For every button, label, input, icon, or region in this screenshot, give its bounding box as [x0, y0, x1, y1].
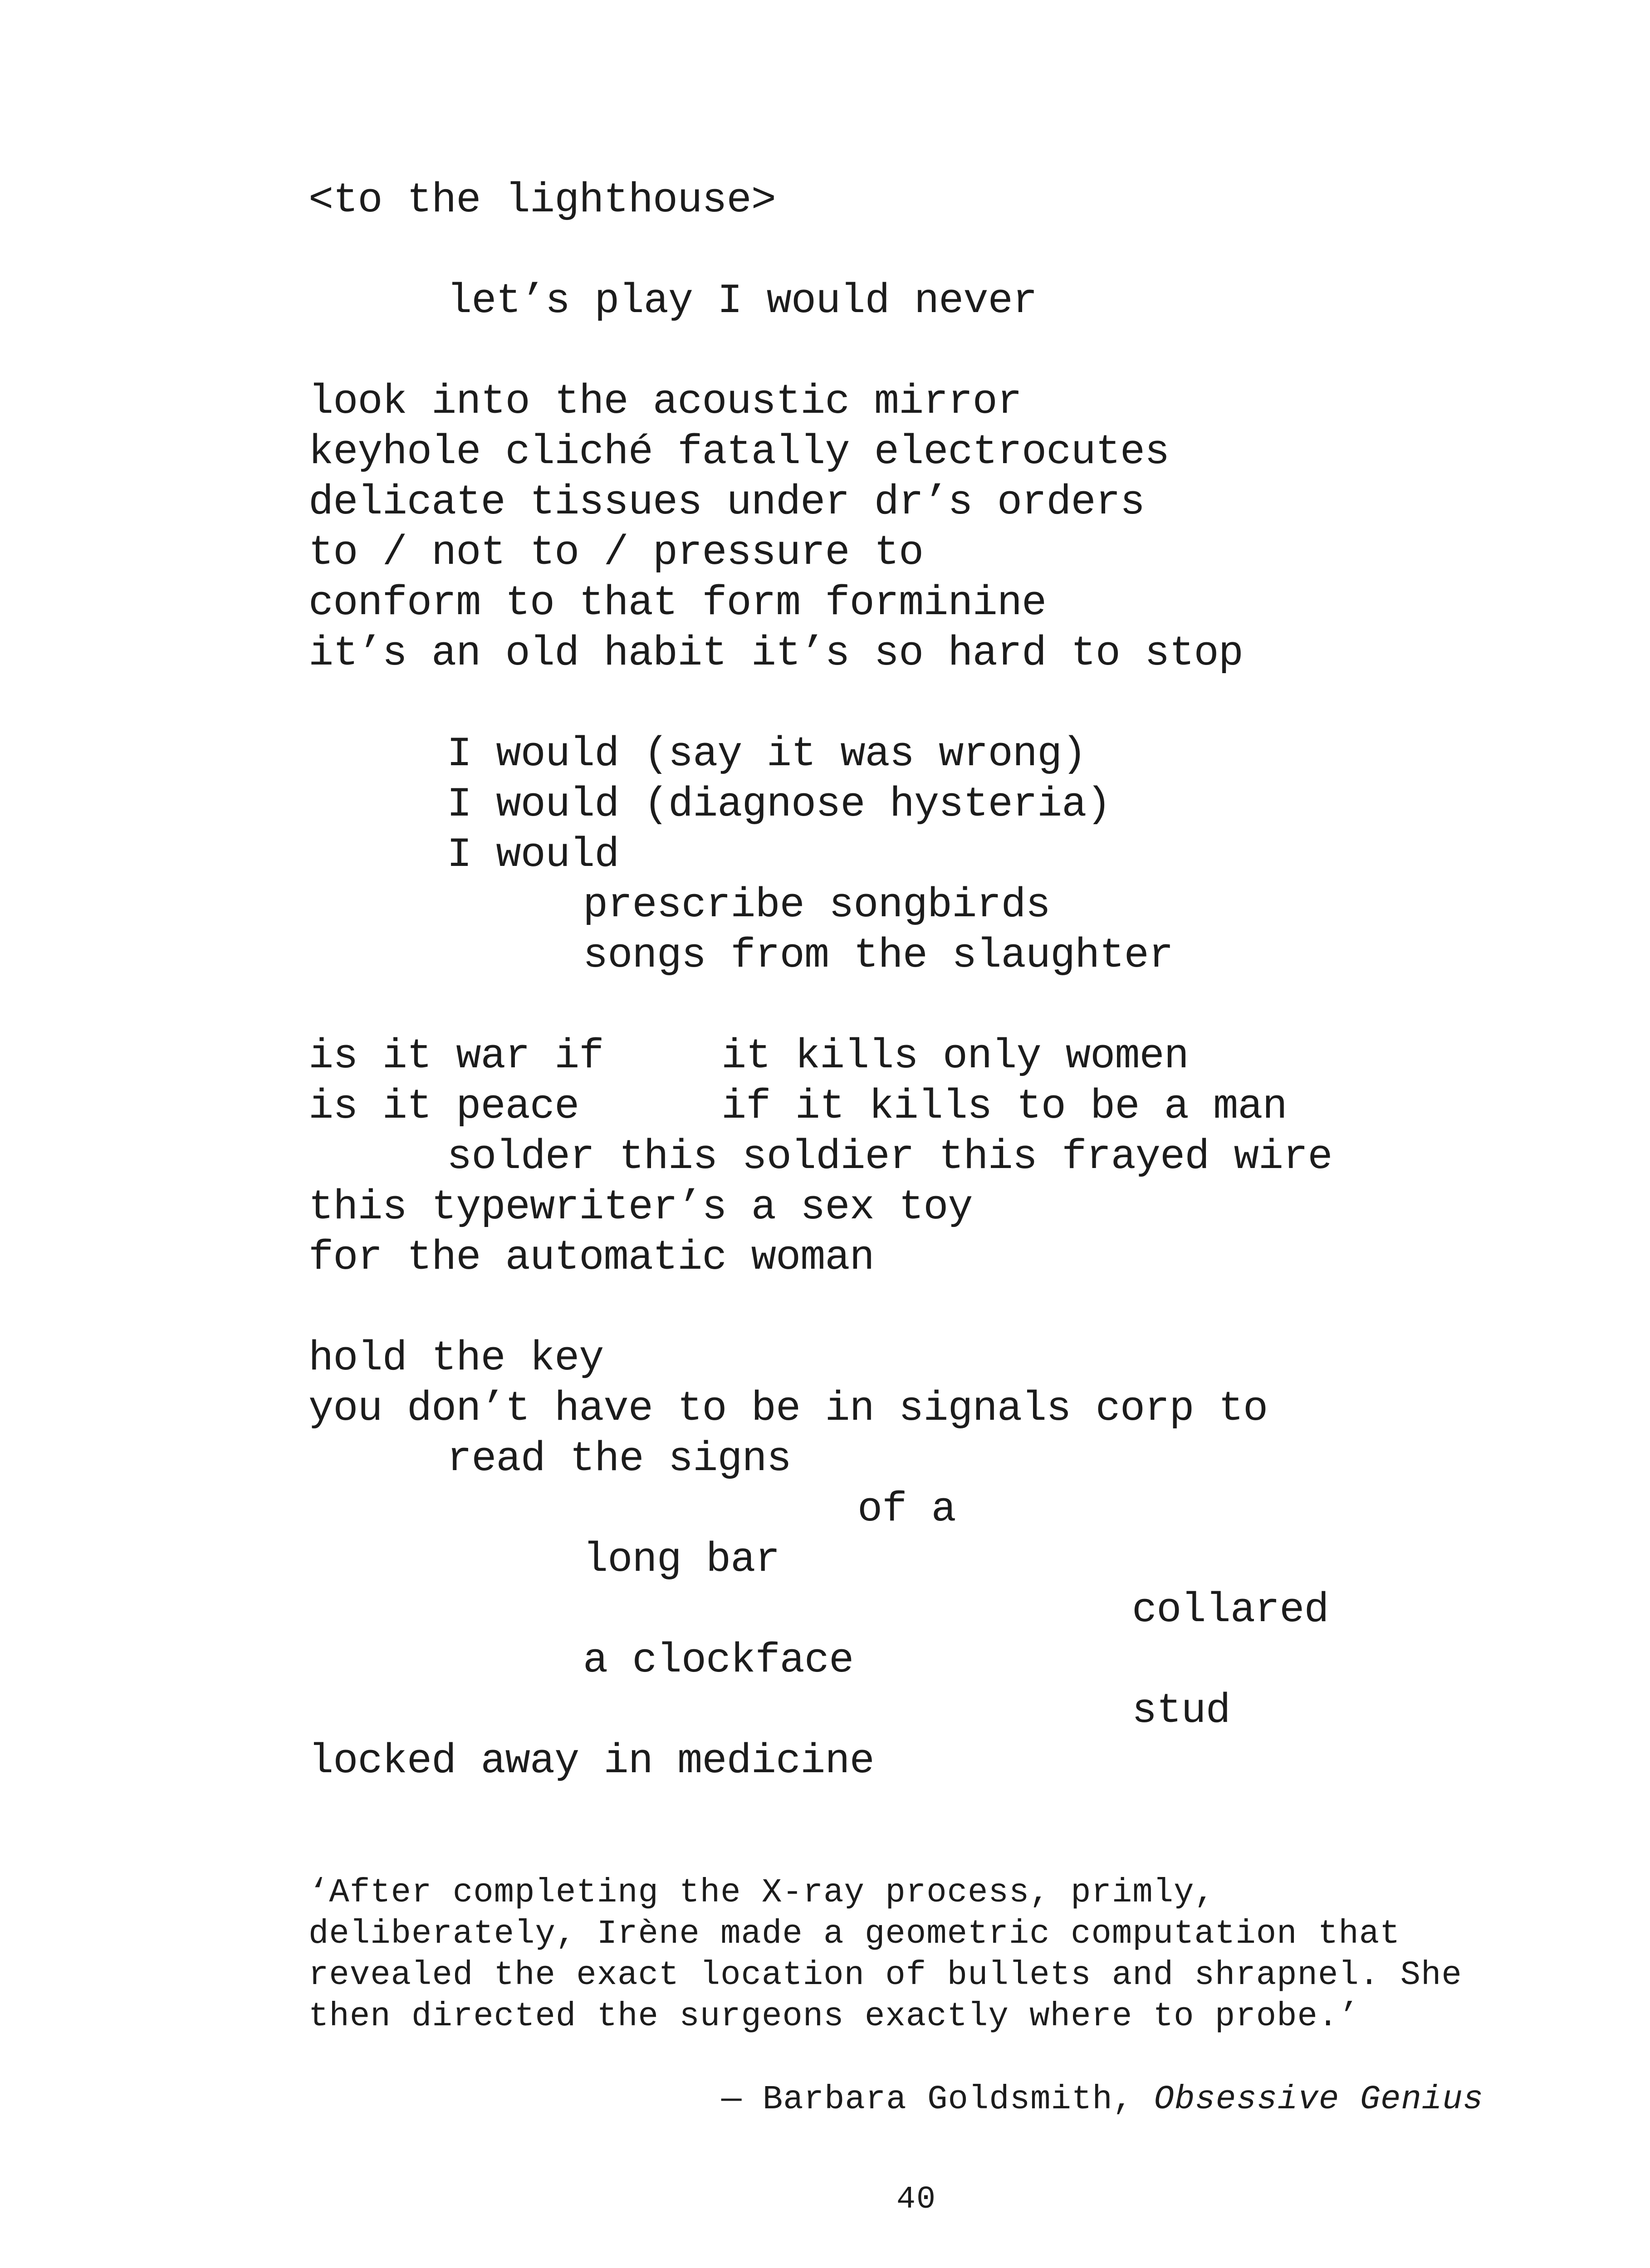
poem-line: I would: [447, 831, 619, 879]
poem-line: look into the acoustic mirror: [308, 378, 1022, 425]
poem-line: you don’t have to be in signals corp to: [308, 1385, 1268, 1432]
poem-line: stud: [1132, 1687, 1230, 1735]
poem-line: I would (diagnose hysteria): [447, 781, 1111, 828]
poem-line: of a: [857, 1486, 956, 1533]
poem-line: this typewriter’s a sex toy: [308, 1183, 973, 1231]
poem-line: I would (say it was wrong): [447, 730, 1087, 778]
attribution-work-title: Obsessive Genius: [1154, 2081, 1484, 2119]
poem-line: if it kills to be a man: [721, 1083, 1287, 1130]
page-number: 40: [896, 2182, 937, 2218]
poem-line: locked away in medicine: [308, 1737, 874, 1785]
poem-line: keyhole cliché fatally electrocutes: [308, 428, 1170, 476]
epigraph-quote-line: then directed the surgeons exactly where to probe.’: [308, 1998, 1359, 2036]
poem-line: a clockface: [583, 1637, 854, 1684]
poem-line: songs from the slaughter: [583, 932, 1174, 979]
poem-line: long bar: [583, 1536, 780, 1584]
poem-line: delicate tissues under dr’s orders: [308, 479, 1145, 526]
poem-line: prescribe songbirds: [583, 881, 1050, 929]
poem-line: is it peace: [308, 1083, 579, 1130]
poem-line: hold the key: [308, 1334, 604, 1382]
poem-line: it kills only women: [721, 1032, 1189, 1080]
quote-attribution: [721, 2079, 1484, 2121]
epigraph-quote-line: deliberately, Irène made a geometric computation that: [308, 1915, 1400, 1953]
poem-title: <to the lighthouse>: [308, 176, 776, 224]
poem-line: to / not to / pressure to: [308, 529, 924, 577]
poem-line: conform to that form forminine: [308, 579, 1047, 627]
epigraph-quote-line: ‘After completing the X-ray process, primly,: [308, 1874, 1215, 1912]
attribution-author: — Barbara Goldsmith,: [721, 2081, 1154, 2119]
poem-line: collared: [1132, 1586, 1329, 1634]
poem-line: it’s an old habit it’s so hard to stop: [308, 630, 1243, 677]
poem-line: read the signs: [447, 1435, 791, 1483]
poem-line: solder this soldier this frayed wire: [447, 1133, 1332, 1181]
poem-line: for the automatic woman: [308, 1234, 874, 1281]
poem-line: let’s play I would never: [447, 277, 1038, 325]
poem-line: is it war if: [308, 1032, 604, 1080]
epigraph-quote-line: revealed the exact location of bullets and shrapnel. She: [308, 1956, 1462, 1994]
